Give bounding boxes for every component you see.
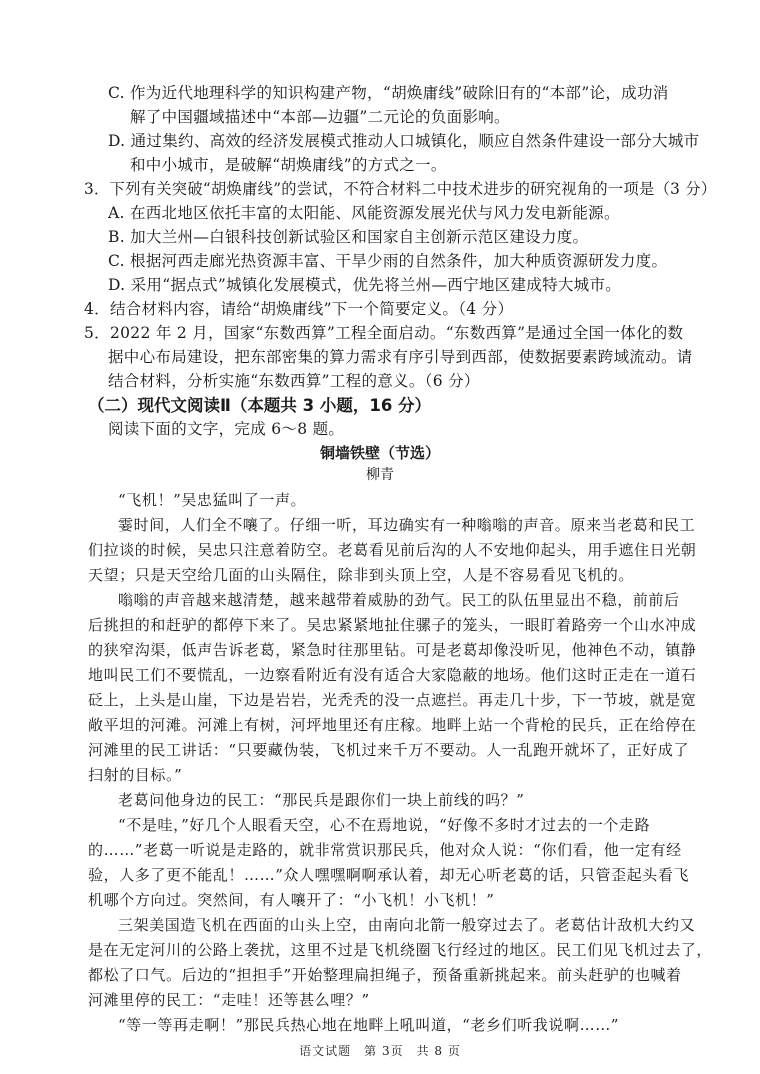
passage-author: 柳青 [366,467,394,483]
q2-option-d-line2: 和中小城市，是破解“胡焕庸线”的方式之一。 [130,156,447,174]
passage-p6-line2: 是在无定河川的公路上袭扰，这里不过是飞机绕圈飞行经过的地区。民工们见飞机过去了， [88,941,713,959]
passage-p5-line3: 验，人多了更不能乱！……”众人嘿嘿啊啊承认着，却无心听老葛的话，只管歪起头看飞 [88,866,690,884]
page-footer: 语文试题 第 3页 共 8 页 [299,1044,461,1058]
q3-option-b: B. 加大兰州—白银科技创新试验区和国家自主创新示范区建设力度。 [108,228,589,246]
passage-p2-line1: 霎时间，人们全不嚷了。仔细一听，耳边确实有一种嗡嗡的声音。原来当老葛和民工 [118,516,696,534]
q3-option-c: C. 根据河西走廊光热资源丰富、干旱少雨的自然条件，加大种质资源研发力度。 [108,252,668,270]
passage-p3-line1: 嗡嗡的声音越来越清楚，越来越带着威胁的劲气。民工的队伍里显出不稳，前前后 [118,591,680,609]
passage-title: 铜墙铁壁（节选） [319,444,440,462]
section-instruction: 阅读下面的文字，完成 6～8 题。 [108,420,345,438]
passage-p7: “等一等再走啊！”那民兵热心地在地畔上吼叫道，“老乡们听我说啊……” [118,1016,620,1034]
q3-option-a: A. 在西北地区依托丰富的太阳能、风能资源发展光伏与风力发电新能源。 [108,204,620,222]
q5-line3: 结合材料，分析实施“东数西算”工程的意义。（6 分） [108,372,480,390]
passage-p2-line3: 天望；只是天空给几面的山头隔住，除非到头顶上空，人是不容易看见飞机的。 [88,566,635,584]
q3-stem: 3．下列有关突破“胡焕庸线”的尝试，不符合材料二中技术进步的研究视角的一项是（3 分） [84,180,717,198]
passage-p3-line6: 敞平坦的河滩。河滩上有树，河坪地里还有庄稼。地畔上站一个背枪的民兵，正在给停在 [88,716,697,734]
passage-p5-line4: 机哪个方向过。突然间，有人嚷开了：“小飞机！小飞机！” [88,891,495,909]
q2-option-d-line1: D. 通过集约、高效的经济发展模式推动人口城镇化，顺应自然条件建设一部分大城市 [108,132,700,150]
passage-p3-line7: 河滩里的民工讲话：“只要藏伪装，飞机过来千万不要动。人一乱跑开就坏了，正好成了 [88,741,690,759]
q3-option-d: D. 采用“据点式”城镇化发展模式，优先将兰州—西宁地区建成特大城市。 [108,276,622,294]
passage-p3-line4: 地叫民工们不要慌乱，一边察看附近有没有适合大家隐蔽的地场。他们这时正走在一道石 [88,666,697,684]
q2-option-c-line1: C. 作为近代地理科学的知识构建产物，“胡焕庸线”破除旧有的“本部”论，成功消 [108,84,669,102]
section-heading: （二）现代文阅读Ⅱ（本题共 3 小题，16 分） [88,396,432,415]
q5-line1: 5．2022 年 2 月，国家“东数西算”工程全面启动。“东数西算”是通过全国一体化的数 [84,324,684,342]
passage-p3-line3: 的狭窄沟渠，低声告诉老葛，紧急时往那里钻。可是老葛却像没听见，他神色不动，镇静 [88,641,697,659]
passage-p2-line2: 们拉谈的时候，吴忠只注意着防空。老葛看见前后沟的人不安地仰起头，用手遮住日光朝 [88,541,697,559]
q4-stem: 4．结合材料内容，请给“胡焕庸线”下一个简要定义。（4 分） [84,300,514,318]
passage-p6-line4: 河滩里停的民工：“走哇！还等甚么哩？” [88,991,370,1009]
passage-p5-line1: “不是哇，”好几个人眼看天空，心不在焉地说，“好像不多时才过去的一个走路 [118,816,651,834]
passage-p3-line8: 扫射的目标。” [88,766,183,784]
passage-p3-line5: 砭上，上头是山崖，下边是岩岩，光秃秃的没一点遮拦。再走几十步，下一节坡，就是宽 [88,691,697,709]
q2-option-c-line2: 解了中国疆域描述中“本部—边疆”二元论的负面影响。 [130,108,510,126]
passage-p5-line2: 的……”老葛一听说是走路的，就非常赏识那民兵，他对众人说：“你们看，他一定有经 [88,841,682,859]
q5-line2: 据中心布局建设，把东部密集的算力需求有序引导到西部，使数据要素跨域流动。请 [108,348,693,366]
passage-p3-line2: 后挑担的和赶驴的都停下来了。吴忠紧紧地扯住骡子的笼头，一眼盯着路旁一个山水冲成 [88,616,697,634]
passage-p6-line3: 都松了口气。后边的“担担手”开始整理扁担绳子，预备重新挑起来。前头赶驴的也喊着 [88,966,682,984]
passage-p6-line1: 三架美国造飞机在西面的山头上空，由南向北箭一般穿过去了。老葛估计敌机大约又 [118,916,696,934]
passage-p4: 老葛问他身边的民工：“那民兵是跟你们一块上前线的吗？” [118,791,525,809]
passage-p1: “飞机！”吴忠猛叫了一声。 [118,491,307,509]
